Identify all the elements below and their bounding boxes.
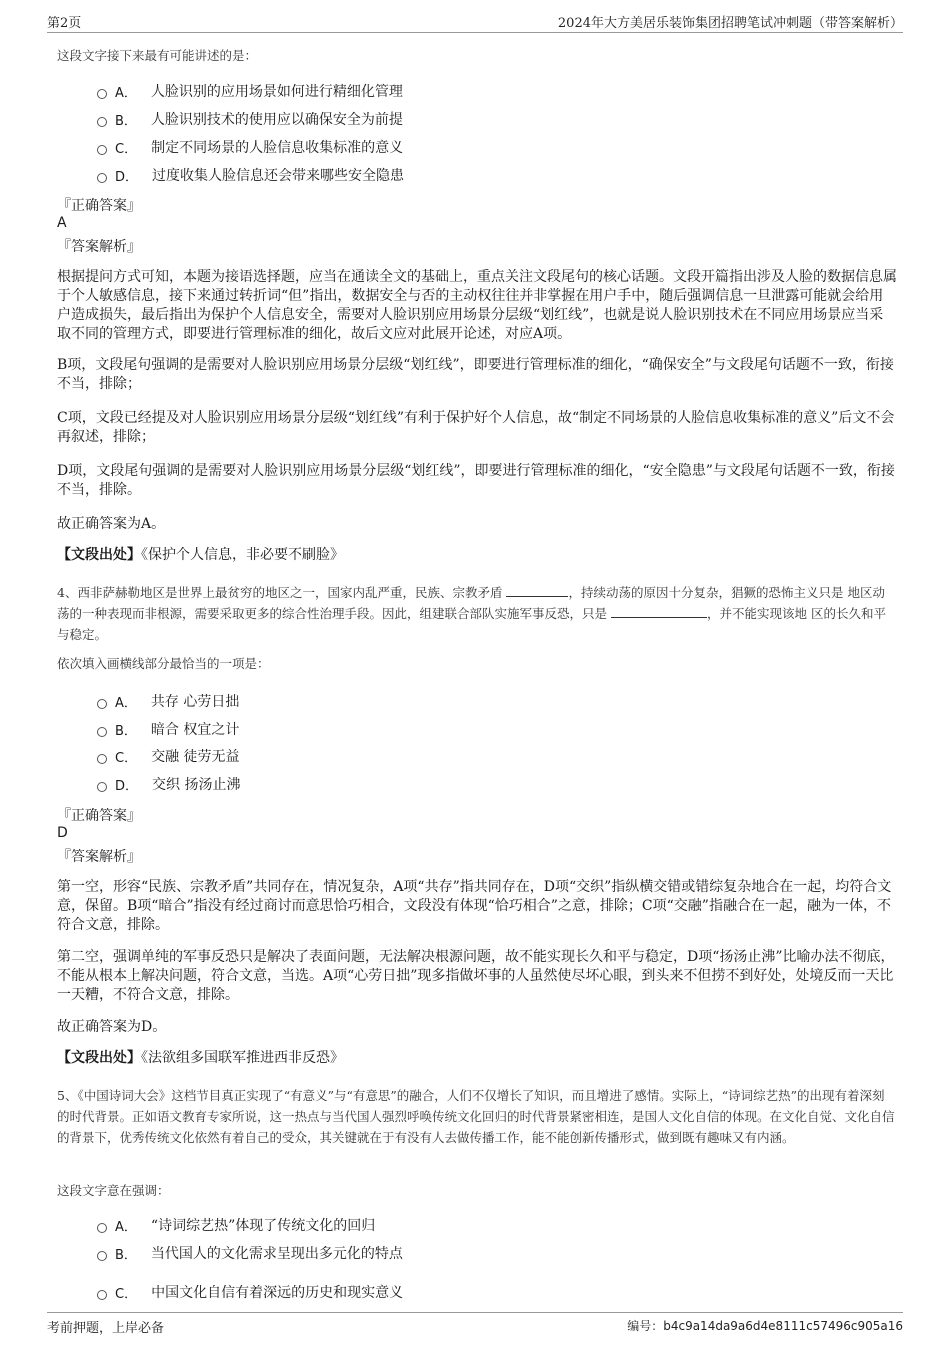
radio-icon[interactable] [97, 782, 107, 792]
page-footer [47, 1312, 903, 1335]
q3-analysis-p2: B项，文段尾句强调的是需要对人脸识别应用场景分层级“划红线”，即要进行管理标准的细化，“确保安全”与文段尾句话题不一致，衔接不当，排除； [57, 357, 894, 392]
option-letter: C． [115, 750, 138, 766]
q5-option-c[interactable] [97, 1282, 403, 1302]
q4-stem-part: ，并不能实现该地 [707, 606, 808, 621]
q4-stem-part: 地区动荡的一种表现而非根源，需要采取更多的综合性治理手段。因此，组建联合部队实施军事反恐，只是 [57, 585, 885, 621]
q4-answer-label: 『正确答案』 [57, 808, 141, 824]
q4-analysis-conclusion: 故正确答案为D。 [57, 1019, 167, 1035]
option-text: 人脸识别技术的使用应以确保安全为前提 [150, 112, 403, 128]
q5-option-a[interactable] [97, 1215, 375, 1235]
radio-icon[interactable] [97, 727, 107, 737]
radio-icon[interactable] [97, 754, 107, 764]
option-letter: A． [115, 1219, 137, 1235]
q4-option-b[interactable] [97, 719, 239, 739]
option-text: 交融 徒劳无益 [151, 749, 240, 765]
q4-stem-part: 4、西非萨赫勒地区是世界上最贫穷的地区之一，国家内乱严重，民族、宗教矛盾 [57, 585, 503, 600]
radio-icon[interactable] [97, 1251, 107, 1261]
q4-answer: D [57, 825, 68, 841]
option-letter: A． [115, 85, 137, 101]
option-letter: D． [115, 778, 139, 794]
q3-option-a[interactable] [97, 81, 403, 101]
q4-option-d[interactable] [97, 774, 240, 794]
option-letter: B． [115, 113, 137, 129]
q3-prompt: 这段文字接下来最有可能讲述的是： [57, 48, 258, 63]
q4-analysis-p1: 第一空，形容“民族、宗教矛盾”共同存在，情况复杂，A项“共存”指共同存在，D项“交织”指纵横交错或错综复杂地合在一起，均符合文意，保留。B项“暗合”指没有经过商讨而意思恰巧相合，文段没有体现“恰巧相合”之意，排除；C项“交融”指融合在一起，融为一体，不符合文意，排除。 [57, 879, 892, 933]
q4-source [57, 1049, 897, 1068]
option-text: 当代国人的文化需求呈现出多元化的特点 [150, 1246, 403, 1262]
page-header [47, 12, 903, 33]
radio-icon[interactable] [97, 699, 107, 709]
radio-icon[interactable] [97, 117, 107, 127]
q3-analysis-p4: D项，文段尾句强调的是需要对人脸识别应用场景分层级“划红线”，即要进行管理标准的细化，“安全隐患”与文段尾句话题不一致，衔接不当，排除。 [57, 463, 895, 498]
q3-answer: A [57, 215, 67, 231]
document-title: 2024年大方美居乐装饰集团招聘笔试冲刺题（带答案解析） [557, 16, 903, 31]
q3-analysis-p3: C项，文段已经提及对人脸识别应用场景分层级“划红线”有利于保护好个人信息，故“制定不同场景的人脸信息收集标准的意义”后文不会再叙述，排除； [57, 410, 895, 445]
radio-icon[interactable] [97, 1223, 107, 1233]
q3-analysis-p1: 根据提问方式可知，本题为接语选择题，应当在通读全文的基础上，重点关注文段尾句的核心话题。文段开篇指出涉及人脸的数据信息属于个人敏感信息，接下来通过转折词“但”指出，数据安全与否的主动权往往并非掌握在用户手中，随后强调信息一旦泄露可能就会给用户造成损失，最后指出为保护个人信息安全，需要对人脸识别应用场景分层级“划红线”，也就是说人脸识别技术在不同应用场景应当采取不同的管理方式，即要进行管理标准的细化，故后文应对此展开论述，对应A项。 [57, 269, 897, 342]
option-letter: C． [115, 1286, 138, 1302]
q4-prompt: 依次填入画横线部分最恰当的一项是： [57, 656, 270, 671]
q5-stem: 5、《中国诗词大会》这档节目真正实现了“有意义”与“有意思”的融合，人们不仅增长了知识，而且增进了感情。实际上，“诗词综艺热”的出现有着深刻的时代背景。正如语文教育专家所说，这一热点与当代国人强烈呼唤传统文化回归的时代背景紧密相连，是国人文化自信的体现。在文化自觉、文化自信的背景下，优秀传统文化依然有着自己的受众，其关键就在于有没有人去做传播工作，能不能创新传播形式，做到既有趣味又有内涵。 [57, 1088, 895, 1145]
option-text: 制定不同场景的人脸信息收集标准的意义 [151, 140, 404, 156]
radio-icon[interactable] [97, 173, 107, 183]
option-text: “诗词综艺热”体现了传统文化的回归 [150, 1218, 376, 1234]
document-code [627, 1317, 903, 1334]
radio-icon[interactable] [97, 145, 107, 155]
option-letter: B． [115, 723, 137, 739]
source-label: 【文段出处】 [57, 547, 141, 563]
q5-prompt: 这段文字意在强调： [57, 1183, 170, 1198]
fill-blank-2 [611, 605, 707, 618]
q3-source [57, 546, 897, 565]
option-text: 中国文化自信有着深远的历史和现实意义 [151, 1285, 404, 1301]
fill-blank-1 [506, 584, 568, 597]
option-letter: C． [115, 141, 138, 157]
option-letter: D． [115, 169, 139, 185]
q4-stem [57, 582, 897, 645]
option-text: 人脸识别的应用场景如何进行精细化管理 [150, 84, 403, 100]
q3-option-d[interactable] [97, 165, 404, 185]
option-text: 过度收集人脸信息还会带来哪些安全隐患 [152, 168, 405, 184]
q3-answer-label: 『正确答案』 [57, 198, 141, 214]
q4-analysis-p2: 第二空，强调单纯的军事反恐只是解决了表面问题，无法解决根源问题，故不能实现长久和平与稳定，D项“扬汤止沸”比喻办法不彻底，不能从根本上解决问题，符合文意，当选。A项“心劳日拙”现多指做坏事的人虽然使尽坏心眼，到头来不但捞不到好处，处境反而一天比一天糟，不符合文意，排除。 [57, 949, 895, 1003]
q4-analysis-label: 『答案解析』 [57, 849, 141, 865]
option-letter: A． [115, 695, 137, 711]
code-label: 编号： [627, 1319, 664, 1333]
footer-slogan: 考前押题，上岸必备 [47, 1321, 165, 1336]
code-value: b4c9a14da9a6d4e8111c57496c905a16 [663, 1319, 903, 1333]
q4-stem-part: ，持续动荡的原因十分复杂，猖獗的恐怖主义只是 [568, 585, 844, 600]
source-label: 【文段出处】 [57, 1050, 141, 1066]
option-text: 暗合 权宜之计 [150, 722, 240, 738]
q4-option-c[interactable] [97, 746, 240, 766]
page-number: 第2页 [47, 16, 82, 31]
q5-option-b[interactable] [97, 1243, 403, 1263]
q3-option-b[interactable] [97, 109, 403, 129]
option-text: 交织 扬汤止沸 [152, 777, 241, 793]
source-title: 《保护个人信息，非必要不刷脸》 [141, 547, 344, 563]
q3-option-c[interactable] [97, 137, 403, 157]
radio-icon[interactable] [97, 1290, 107, 1300]
radio-icon[interactable] [97, 89, 107, 99]
q4-stem-part: 区的长久和平与稳定。 [57, 606, 887, 642]
source-title: 《法欲组多国联军推进西非反恐》 [141, 1050, 344, 1066]
q3-analysis-conclusion: 故正确答案为A。 [57, 516, 166, 532]
option-letter: B． [115, 1247, 137, 1263]
option-text: 共存 心劳日拙 [150, 694, 240, 710]
q4-option-a[interactable] [97, 691, 239, 711]
q3-analysis-label: 『答案解析』 [57, 239, 141, 255]
